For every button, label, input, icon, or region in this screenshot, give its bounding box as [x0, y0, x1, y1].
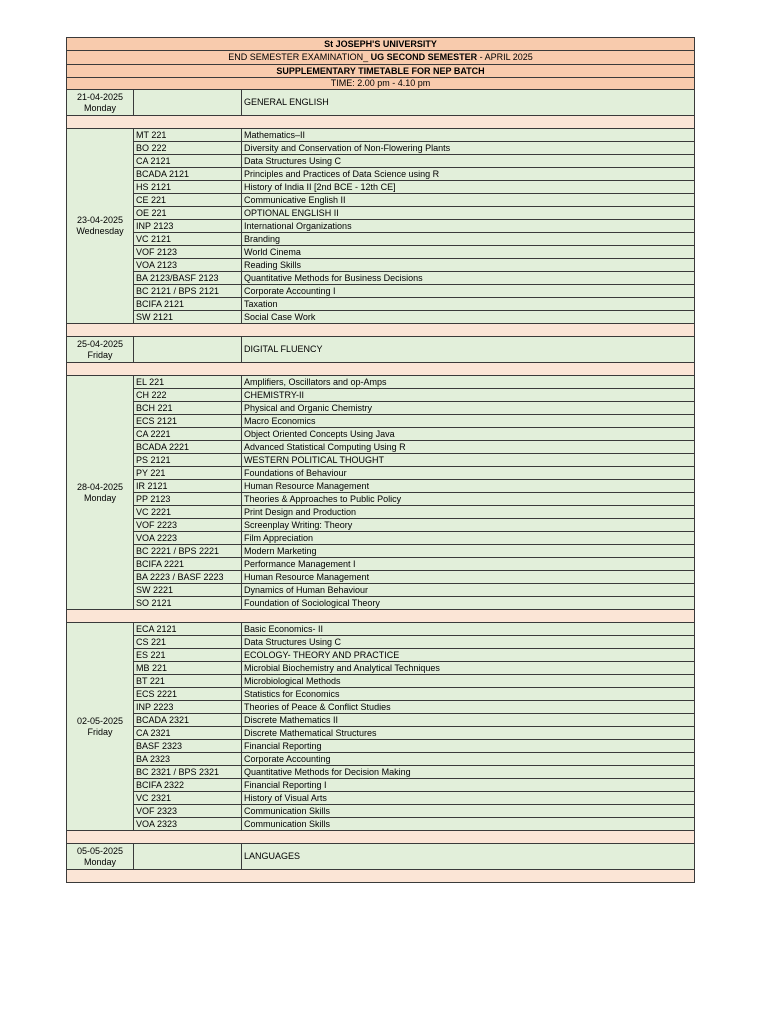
table-row: [67, 636, 695, 649]
course-code: SW 2221: [134, 584, 242, 597]
course-code: BA 2123/BASF 2123: [134, 272, 242, 285]
course-subject: Advanced Statistical Computing Using R: [242, 441, 695, 454]
course-code: VC 2121: [134, 233, 242, 246]
exam-weekday: Friday: [87, 349, 113, 360]
timetable-body: [67, 38, 695, 883]
course-code: CA 2221: [134, 428, 242, 441]
timetable-subtitle: SUPPLEMENTARY TIMETABLE FOR NEP BATCH: [67, 65, 695, 78]
table-row: [67, 233, 695, 246]
course-subject: Mathematics–II: [242, 129, 695, 142]
day-separator: [67, 610, 695, 623]
course-code: ECA 2121: [134, 623, 242, 636]
exam-suffix: - APRIL 2025: [477, 52, 533, 62]
header-exam-row: [67, 51, 695, 65]
course-subject: DIGITAL FLUENCY: [242, 337, 695, 363]
course-subject: LANGUAGES: [242, 844, 695, 870]
course-code: BASF 2323: [134, 740, 242, 753]
course-subject: International Organizations: [242, 220, 695, 233]
course-code: OE 221: [134, 207, 242, 220]
course-subject: OPTIONAL ENGLISH II: [242, 207, 695, 220]
course-code: BCIFA 2221: [134, 558, 242, 571]
course-subject: Print Design and Production: [242, 506, 695, 519]
course-code: BCADA 2121: [134, 168, 242, 181]
course-code: VC 2321: [134, 792, 242, 805]
table-row: [67, 441, 695, 454]
course-subject: WESTERN POLITICAL THOUGHT: [242, 454, 695, 467]
course-code: MT 221: [134, 129, 242, 142]
course-code: BCADA 2321: [134, 714, 242, 727]
course-code: MB 221: [134, 662, 242, 675]
table-row: [67, 493, 695, 506]
exam-date-cell: [67, 337, 134, 363]
course-subject: Microbiological Methods: [242, 675, 695, 688]
exam-weekday: Monday: [83, 102, 117, 113]
table-row: [67, 155, 695, 168]
header-subtitle-row: [67, 65, 695, 78]
exam-date-cell: [67, 844, 134, 870]
table-row: [67, 571, 695, 584]
day-separator: [67, 324, 695, 337]
course-code: BA 2323: [134, 753, 242, 766]
course-code: BCIFA 2121: [134, 298, 242, 311]
table-row: [67, 753, 695, 766]
course-subject: Amplifiers, Oscillators and op-Amps: [242, 376, 695, 389]
course-code: ECS 2121: [134, 415, 242, 428]
table-row: [67, 259, 695, 272]
table-row: [67, 701, 695, 714]
day-separator: [67, 363, 695, 376]
course-subject: Microbial Biochemistry and Analytical Techniques: [242, 662, 695, 675]
exam-date-cell: [67, 623, 134, 831]
course-subject: Taxation: [242, 298, 695, 311]
exam-time: TIME: 2.00 pm - 4.10 pm: [67, 78, 695, 90]
exam-date: 25-04-2025: [76, 338, 124, 349]
table-row: [67, 402, 695, 415]
header-university-row: [67, 38, 695, 51]
day-separator: [67, 116, 695, 129]
table-row: [67, 220, 695, 233]
table-row: [67, 311, 695, 324]
course-code: BA 2223 / BASF 2223: [134, 571, 242, 584]
exam-date: 02-05-2025: [76, 715, 124, 726]
table-row: [67, 142, 695, 155]
table-row: [67, 467, 695, 480]
table-row: [67, 766, 695, 779]
course-code: BO 222: [134, 142, 242, 155]
course-subject: History of India II [2nd BCE - 12th CE]: [242, 181, 695, 194]
exam-semester: UG SECOND SEMESTER: [368, 52, 478, 62]
course-code: HS 2121: [134, 181, 242, 194]
course-code: INP 2123: [134, 220, 242, 233]
course-code: IR 2121: [134, 480, 242, 493]
table-row: [67, 727, 695, 740]
course-code: SO 2121: [134, 597, 242, 610]
course-subject: Data Structures Using C: [242, 155, 695, 168]
exam-date: 23-04-2025: [76, 215, 124, 225]
day-separator-row: [67, 831, 695, 844]
table-row: [67, 714, 695, 727]
exam-date: 05-05-2025: [76, 845, 124, 856]
table-row: [67, 662, 695, 675]
course-subject: Foundations of Behaviour: [242, 467, 695, 480]
course-subject: Principles and Practices of Data Science using R: [242, 168, 695, 181]
course-code: CA 2121: [134, 155, 242, 168]
table-row: [67, 558, 695, 571]
course-code: PS 2121: [134, 454, 242, 467]
table-row: [67, 272, 695, 285]
course-subject: Object Oriented Concepts Using Java: [242, 428, 695, 441]
course-code: [134, 844, 242, 870]
table-row: [67, 506, 695, 519]
course-subject: ECOLOGY- THEORY AND PRACTICE: [242, 649, 695, 662]
course-code: CH 222: [134, 389, 242, 402]
table-row: [67, 337, 695, 363]
course-code: ES 221: [134, 649, 242, 662]
table-row: [67, 688, 695, 701]
course-subject: History of Visual Arts: [242, 792, 695, 805]
course-code: ECS 2221: [134, 688, 242, 701]
table-row: [67, 389, 695, 402]
course-code: BT 221: [134, 675, 242, 688]
table-row: [67, 480, 695, 493]
header-time-row: [67, 78, 695, 90]
day-separator-row: [67, 870, 695, 883]
table-row: [67, 415, 695, 428]
course-code: BC 2321 / BPS 2321: [134, 766, 242, 779]
exam-date: 21-04-2025: [76, 91, 124, 102]
table-row: [67, 519, 695, 532]
table-row: [67, 597, 695, 610]
course-code: [134, 90, 242, 116]
exam-title: [67, 51, 695, 65]
course-code: BCH 221: [134, 402, 242, 415]
course-code: VC 2221: [134, 506, 242, 519]
course-subject: Foundation of Sociological Theory: [242, 597, 695, 610]
course-subject: Human Resource Management: [242, 571, 695, 584]
course-subject: Communicative English II: [242, 194, 695, 207]
course-code: VOF 2223: [134, 519, 242, 532]
table-row: [67, 545, 695, 558]
course-subject: Reading Skills: [242, 259, 695, 272]
course-subject: Branding: [242, 233, 695, 246]
course-subject: GENERAL ENGLISH: [242, 90, 695, 116]
course-subject: Modern Marketing: [242, 545, 695, 558]
exam-date-cell: [67, 376, 134, 610]
course-subject: Screenplay Writing: Theory: [242, 519, 695, 532]
course-code: INP 2223: [134, 701, 242, 714]
course-subject: Physical and Organic Chemistry: [242, 402, 695, 415]
course-subject: Basic Economics- II: [242, 623, 695, 636]
course-subject: Theories & Approaches to Public Policy: [242, 493, 695, 506]
table-row: [67, 90, 695, 116]
course-code: PP 2123: [134, 493, 242, 506]
university-title: St JOSEPH'S UNIVERSITY: [67, 38, 695, 51]
course-code: SW 2121: [134, 311, 242, 324]
course-code: PY 221: [134, 467, 242, 480]
table-row: [67, 207, 695, 220]
course-subject: Discrete Mathematical Structures: [242, 727, 695, 740]
course-subject: CHEMISTRY-II: [242, 389, 695, 402]
day-separator: [67, 831, 695, 844]
exam-prefix: END SEMESTER EXAMINATION_: [228, 52, 369, 62]
table-row: [67, 298, 695, 311]
course-subject: Human Resource Management: [242, 480, 695, 493]
table-row: [67, 792, 695, 805]
table-row: [67, 818, 695, 831]
table-row: [67, 129, 695, 142]
course-code: VOF 2323: [134, 805, 242, 818]
course-code: BCIFA 2322: [134, 779, 242, 792]
table-row: [67, 623, 695, 636]
course-code: CE 221: [134, 194, 242, 207]
table-row: [67, 844, 695, 870]
course-subject: Macro Economics: [242, 415, 695, 428]
table-row: [67, 428, 695, 441]
course-subject: Quantitative Methods for Decision Making: [242, 766, 695, 779]
course-code: VOF 2123: [134, 246, 242, 259]
course-code: EL 221: [134, 376, 242, 389]
course-code: [134, 337, 242, 363]
table-row: [67, 454, 695, 467]
course-subject: Diversity and Conservation of Non-Flowering Plants: [242, 142, 695, 155]
table-row: [67, 649, 695, 662]
course-subject: Corporate Accounting: [242, 753, 695, 766]
table-row: [67, 805, 695, 818]
course-subject: Communication Skills: [242, 818, 695, 831]
table-row: [67, 194, 695, 207]
day-separator-row: [67, 324, 695, 337]
course-subject: Theories of Peace & Conflict Studies: [242, 701, 695, 714]
table-row: [67, 675, 695, 688]
course-code: VOA 2123: [134, 259, 242, 272]
table-row: [67, 532, 695, 545]
table-row: [67, 246, 695, 259]
exam-date-cell: [67, 90, 134, 116]
table-row: [67, 285, 695, 298]
exam-weekday: Monday: [83, 856, 117, 867]
course-subject: World Cinema: [242, 246, 695, 259]
day-separator-row: [67, 363, 695, 376]
day-separator-row: [67, 610, 695, 623]
course-code: CS 221: [134, 636, 242, 649]
table-row: [67, 584, 695, 597]
course-code: VOA 2223: [134, 532, 242, 545]
course-subject: Film Appreciation: [242, 532, 695, 545]
course-subject: Data Structures Using C: [242, 636, 695, 649]
course-code: VOA 2323: [134, 818, 242, 831]
course-subject: Discrete Mathematics II: [242, 714, 695, 727]
exam-weekday: Friday: [87, 726, 113, 737]
timetable: [66, 37, 695, 883]
course-subject: Financial Reporting: [242, 740, 695, 753]
day-separator: [67, 870, 695, 883]
course-subject: Financial Reporting I: [242, 779, 695, 792]
table-row: [67, 376, 695, 389]
table-row: [67, 181, 695, 194]
exam-date: 28-04-2025: [76, 481, 124, 492]
course-subject: Quantitative Methods for Business Decisions: [242, 272, 695, 285]
day-separator-row: [67, 116, 695, 129]
course-subject: Communication Skills: [242, 805, 695, 818]
course-code: CA 2321: [134, 727, 242, 740]
exam-weekday: Monday: [83, 492, 117, 503]
table-row: [67, 740, 695, 753]
course-code: BC 2221 / BPS 2221: [134, 545, 242, 558]
table-row: [67, 779, 695, 792]
exam-date-cell: [67, 129, 134, 324]
course-subject: Corporate Accounting I: [242, 285, 695, 298]
table-row: [67, 168, 695, 181]
course-subject: Social Case Work: [242, 311, 695, 324]
exam-weekday: Wednesday: [76, 226, 124, 236]
course-subject: Performance Management I: [242, 558, 695, 571]
course-code: BCADA 2221: [134, 441, 242, 454]
course-subject: Statistics for Economics: [242, 688, 695, 701]
course-subject: Dynamics of Human Behaviour: [242, 584, 695, 597]
course-code: BC 2121 / BPS 2121: [134, 285, 242, 298]
